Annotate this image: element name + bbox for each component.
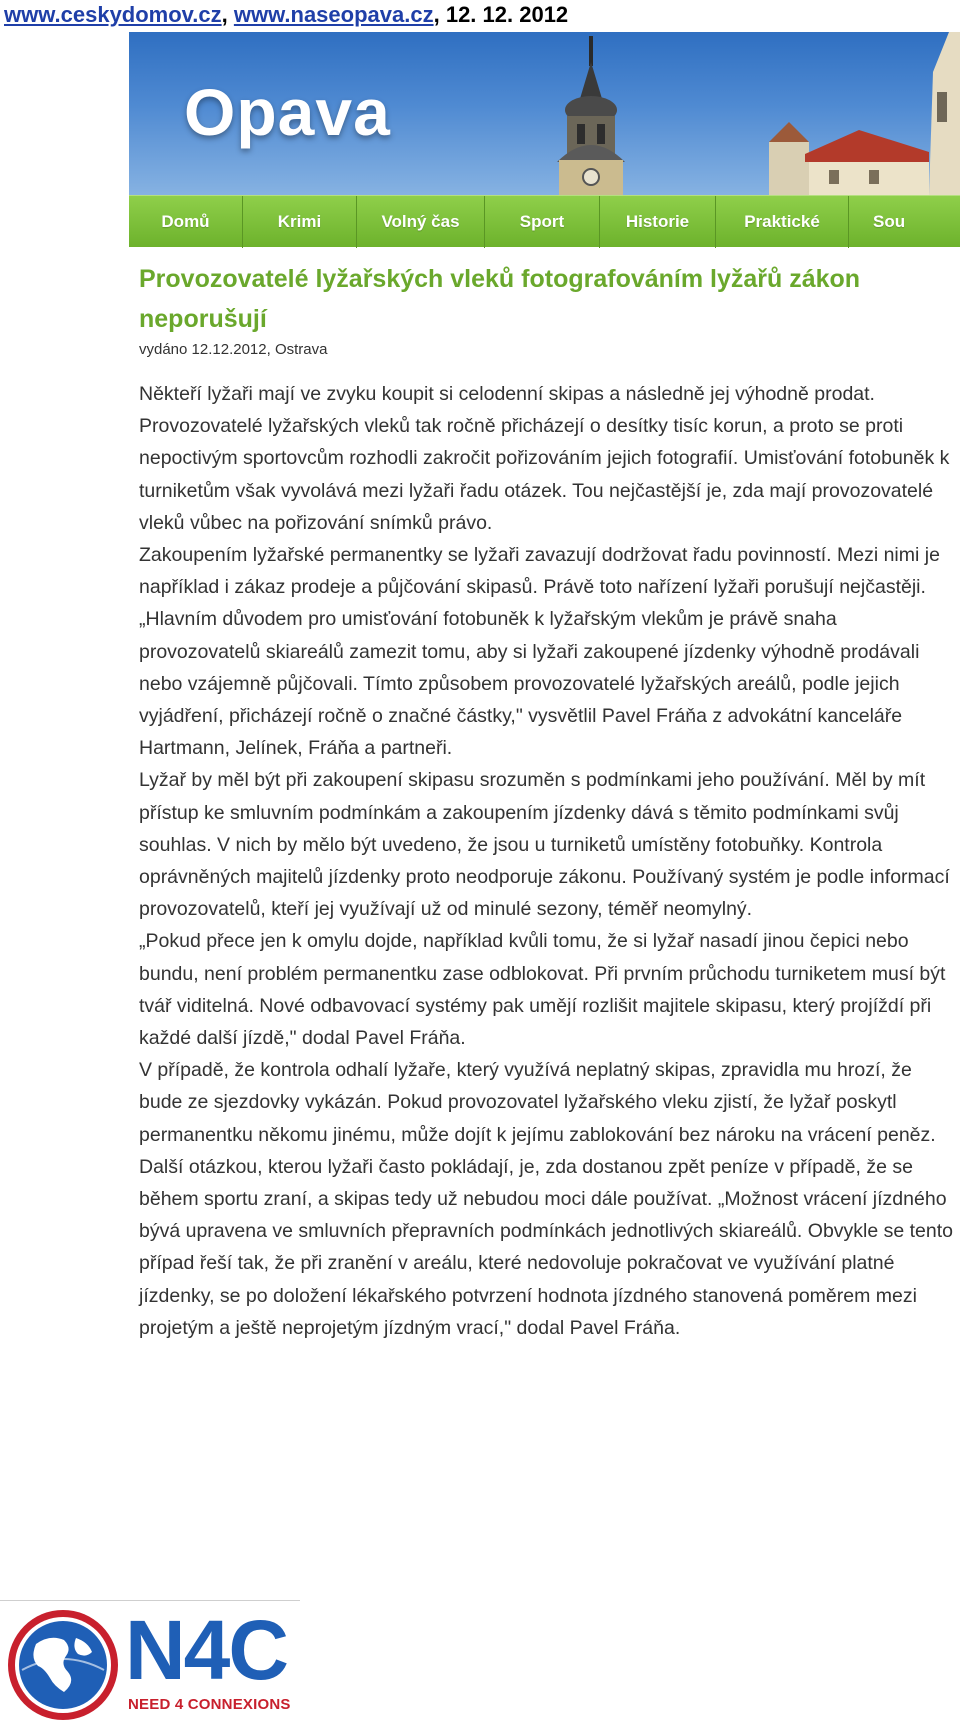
article-paragraph: V případě, že kontrola odhalí lyžaře, který využívá neplatný skipas, zpravidla mu hrozí, že bude ze sjezdovky vykázán. Pokud provozovatel lyžařského vleku zjistí, že lyžař poskytl permanentku někomu jinému, může dojít k jejímu zablokování bez nároku na vrácení peněz. <box>139 1059 936 1146</box>
source-date: 12. 12. 2012 <box>445 2 569 27</box>
church-tower-image <box>529 32 659 195</box>
n4c-logo <box>0 1600 310 1725</box>
source-separator: , <box>221 2 234 27</box>
naseopava-link[interactable]: www.naseopava.cz <box>233 2 434 27</box>
nav-item-crime[interactable]: Krimi <box>243 196 357 248</box>
article-screenshot <box>129 32 960 1532</box>
nav-item-more[interactable]: Sou <box>873 212 906 231</box>
nav-item-sport[interactable]: Sport <box>485 196 600 248</box>
article <box>129 247 960 1344</box>
main-nav <box>129 195 960 247</box>
article-paragraph: Lyžař by měl být při zakoupení skipasu srozuměn s podmínkami jeho používání. Měl by mít přístup ke smluvním podmínkám a zakoupením jízdenky dává s těmito podmínkami svůj souhlas. V nich by mělo být uvedeno, že jsou u turniketů umístěny fotobuňky. Kontrola oprávněných majitelů jízdenky proto neodporuje zákonu. Používaný systém je podle informací provozovatelů, kteří jej využívají už od minulé sezony, téměř neomylný. <box>139 769 950 921</box>
site-brand[interactable]: Opava <box>184 75 391 149</box>
logo-divider <box>0 1600 300 1601</box>
source-separator: , <box>433 2 446 27</box>
article-body <box>139 378 954 1344</box>
nav-item-history[interactable]: Historie <box>600 196 716 248</box>
town-roofs-image <box>769 112 929 195</box>
article-paragraph: Zakoupením lyžařské permanentky se lyžaři zavazují dodržovat řadu povinností. Mezi nimi je například i zákaz prodeje a půjčování skipasů. Právě toto nařízení lyžaři porušují nejčastěji. „Hlavním důvodem pro umisťování fotobuněk k lyžařským vlekům je právě snaha provozovatelů skiareálů zamezit tomu, aby si lyžaři zakoupené jízdenky výhodně prodávali nebo vzájemně půjčovali. Tímto způsobem provozovatelé lyžařských areálů, podle jejich vyjádření, přicházejí ročně o značné částky," vysvětlil Pavel Fráňa z advokátní kanceláře Hartmann, Jelínek, Fráňa a partneři. <box>139 544 940 760</box>
logo-wordmark: N4C <box>125 1603 288 1697</box>
site-banner <box>129 32 960 195</box>
nav-item-home[interactable]: Domů <box>129 196 243 248</box>
article-paragraph: Někteří lyžaři mají ve zvyku koupit si celodenní skipas a následně jej výhodně prodat. Provozovatelé lyžařských vleků tak ročně přicházejí o desítky tisíc korun, a proto se proti nepoctivým sportovcům rozhodli zakročit pořizováním jejich fotografií. Umisťování fotobuněk k turniketům však vyvolává mezi lyžaři řadu otázek. Tou nejčastější je, zda mají provozovatelé vleků vůbec na pořizování snímků právo. <box>139 383 950 534</box>
article-paragraph: Další otázkou, kterou lyžaři často pokládají, je, zda dostanou zpět peníze v případě, že se během sportu zraní, a skipas tedy už nebudou moci dále používat. „Možnost vrácení jízdného bývá upravena ve smluvních přepravních podmínkách jednotlivých skiareálů. Obvykle se tento případ řeší tak, že při zranění v areálu, které nedovoluje pokračovat ve využívání platné jízdenky, se po doložení lékařského potvrzení hodnota jízdného stanovená poměrem mezi projetým a ještě neprojetým jízdným vrací," dodal Pavel Fráňa. <box>139 1155 954 1339</box>
article-title: Provozovatelé lyžařských vleků fotografováním lyžařů zákon neporušují <box>139 265 861 333</box>
source-line <box>4 2 568 28</box>
logo-tagline: NEED 4 CONNEXIONS <box>128 1696 291 1713</box>
nav-item-practical[interactable]: Praktické <box>716 196 849 248</box>
nav-item-leisure[interactable]: Volný čas <box>357 196 485 248</box>
side-tower-image <box>919 32 960 195</box>
article-paragraph: „Pokud přece jen k omylu dojde, například kvůli tomu, že si lyžař nasadí jinou čepici nebo bundu, není problém permanentku zase odblokovat. Při prvním průchodu turniketem musí být tvář viditelná. Nové odbavovací systémy pak umějí rozlišit majitele skipasu, který projíždí při každé další jízdě," dodal Pavel Fráňa. <box>139 930 946 1050</box>
ceskydomov-link[interactable]: www.ceskydomov.cz <box>4 2 222 27</box>
article-dateline: vydáno 12.12.2012, Ostrava <box>139 341 328 358</box>
globe-icon <box>6 1608 120 1722</box>
